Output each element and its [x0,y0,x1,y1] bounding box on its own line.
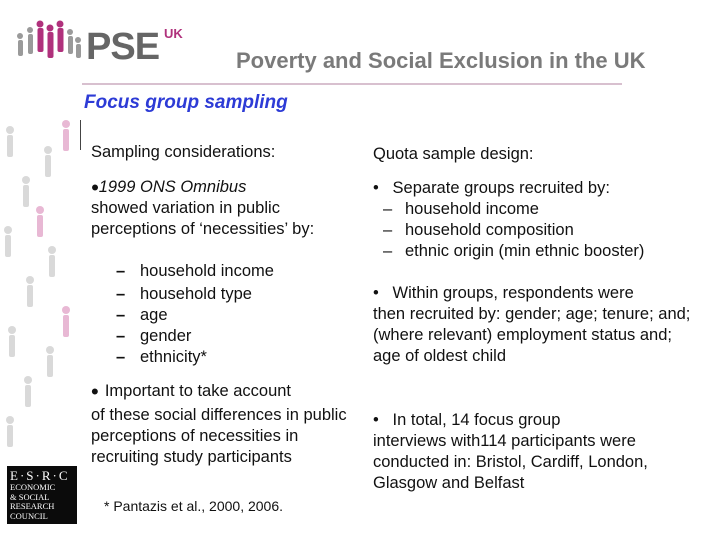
sub-list-item [383,241,644,262]
list-item-label: household income [140,262,274,280]
sub-list-item-label: household income [405,200,539,218]
pse-people-logo-icon [14,18,84,68]
people-silhouettes-decoration [0,110,78,470]
omnibus-text: 1999 ONS Omnibus [98,178,247,196]
list-item [116,326,191,347]
esrc-logo [7,466,77,524]
sub-list-item [383,220,574,241]
omnibus-bullet [91,177,246,198]
dash-icon: – [383,242,393,260]
left-heading: Sampling considerations: [91,143,276,161]
right-heading: Quota sample design: [373,145,534,163]
esrc-logo-line: E·S·R·C [10,468,70,483]
bullet-icon: • [91,175,99,200]
list-item [116,284,252,305]
dash-icon: – [383,221,393,239]
list-item-label: gender [140,327,192,345]
left-paragraph-1: showed variation in public perceptions of ‘necessities’ by: [91,199,315,238]
recruited-bullet [373,178,610,199]
pse-logo-text: PSE [86,26,160,68]
dash-icon: – [116,262,126,280]
pse-logo-uk: UK [164,26,183,41]
dash-icon: – [116,285,126,303]
total-bullet [373,410,560,431]
list-item [116,261,274,282]
within-bullet [373,283,634,304]
bullet-icon: • [373,284,393,302]
total-text: In total, 14 focus group [392,411,561,429]
dash-icon: – [116,327,126,345]
footnote: * Pantazis et al., 2000, 2006. [104,498,284,514]
recruited-text: Separate groups recruited by: [392,179,610,197]
esrc-logo-line: RESEARCH [10,501,55,511]
esrc-logo-line: COUNCIL [10,510,48,521]
bullet-icon: • [373,179,393,197]
esrc-logo-line: ECONOMIC [10,482,56,492]
dash-icon: – [383,200,393,218]
dash-icon: – [116,348,126,366]
within-text: Within groups, respondents were [392,284,634,302]
important-bullet [91,381,291,402]
site-title: Poverty and Social Exclusion in the UK [236,48,646,73]
list-item-label: ethnicity* [140,348,207,366]
header-rule [82,83,622,85]
sub-list-item-label: household composition [405,221,574,239]
list-item-label: age [140,306,168,324]
esrc-logo-line: & SOCIAL [10,491,50,502]
bullet-icon: • [373,411,393,429]
sub-list-item [383,199,539,220]
within-paragraph: then recruited by: gender; age; tenure; and; (where relevant) employment status and; age of oldest child [373,305,691,365]
sub-list-item-label: ethnic origin (min ethnic booster) [405,242,645,260]
vertical-divider [80,120,81,150]
left-paragraph-2: of these social differences in public perceptions of necessities in recruiting study participants [91,406,347,466]
dash-icon: – [116,306,126,324]
list-item-label: household type [140,285,252,303]
important-text: Important to take account [104,382,292,400]
page-title: Focus group sampling [84,92,288,113]
list-item [116,347,207,368]
total-paragraph: interviews with114 participants were conducted in: Bristol, Cardiff, London, Glasgow and Belfast [373,432,648,492]
list-item [116,305,168,326]
bullet-icon: • [91,379,105,404]
